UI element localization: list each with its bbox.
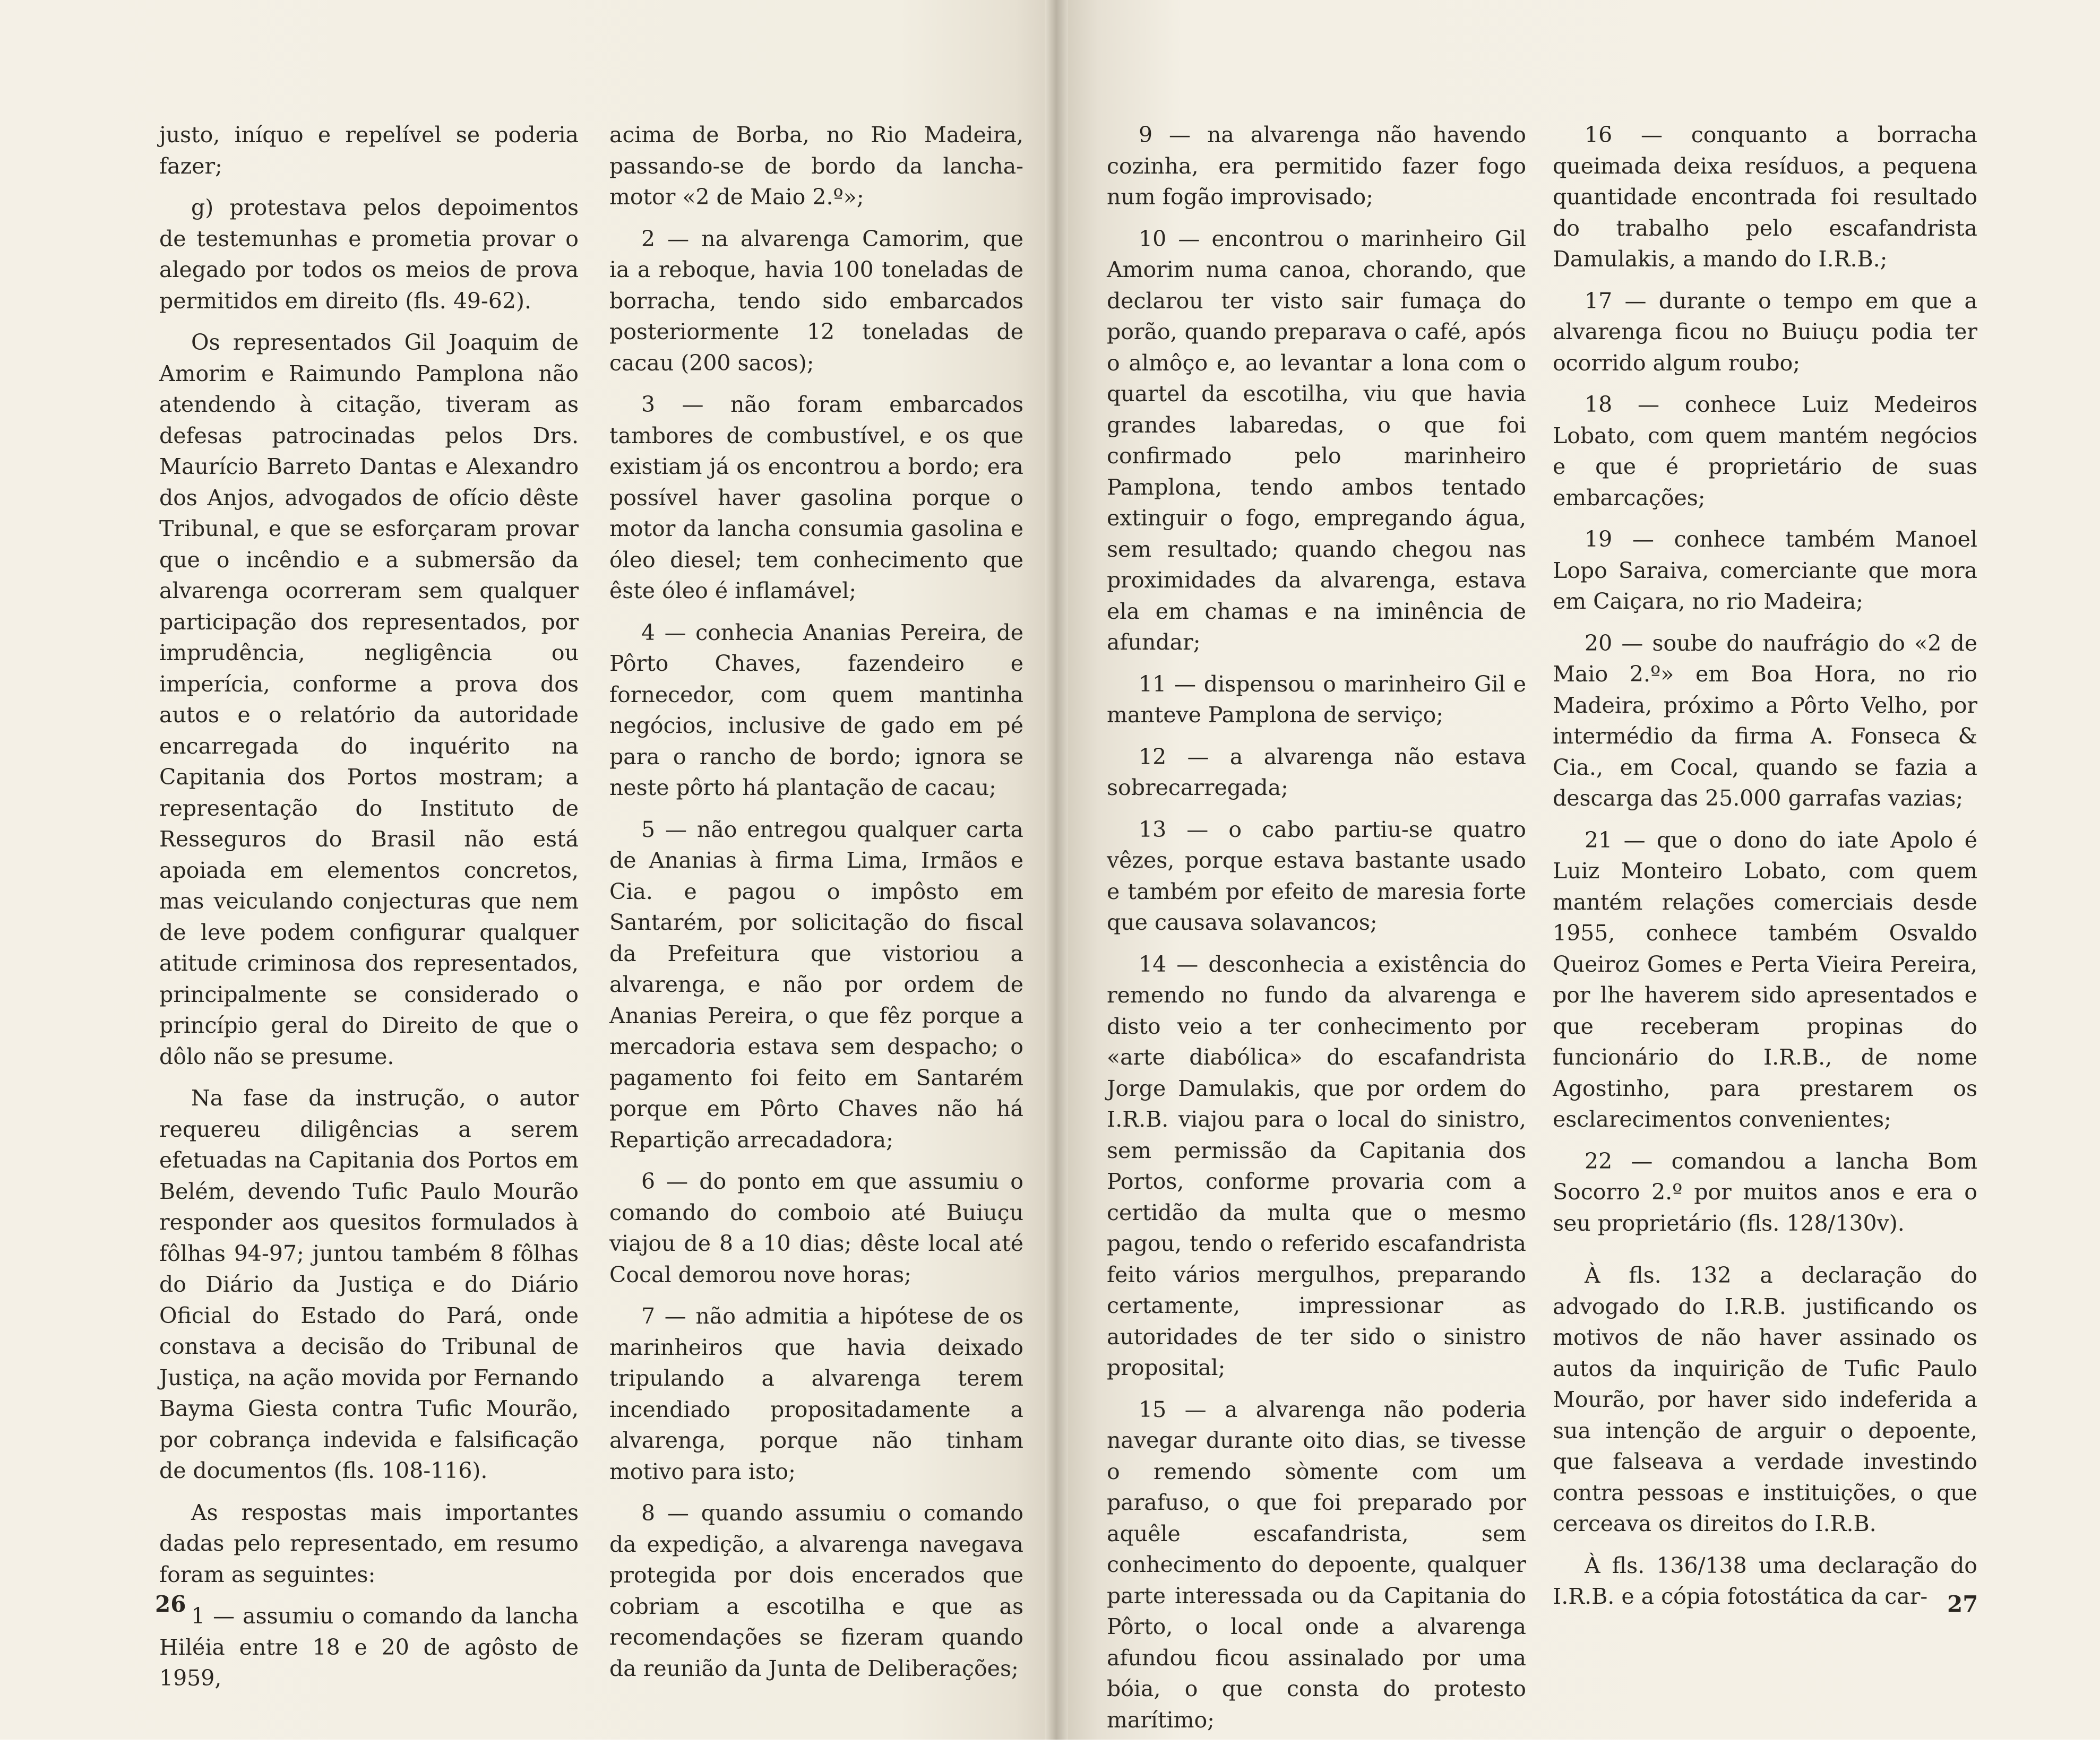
paragraph: 18 — conhece Luiz Medeiros Lobato, com quem mantém negócios e que é proprietário de suas embarcações; [1553, 392, 1977, 511]
paragraph: 19 — conhece também Manoel Lopo Saraiva, comerciante que mora em Caiçara, no rio Madeira; [1553, 526, 1977, 614]
paragraph: 17 — durante o tempo em que a alvarenga ficou no Buiuçu podia ter ocorrido algum roubo; [1553, 288, 1977, 376]
right-page-column-2 [1553, 119, 1977, 1623]
paragraph: Na fase da instrução, o autor requereu diligências a serem efetuadas na Capitania dos Portos em Belém, devendo Tufic Paulo Mourão responder aos quesitos formulados à fôlhas 94-97; juntou também 8 fôlhas do Diário da Justiça e do Diário Oficial do Estado do Pará, onde constava a decisão do Tribunal de Justiça, na ação movida por Fernando Bayma Giesta contra Tufic Mourão, por cobrança indevida e falsificação de documentos (fls. 108-116). [159, 1085, 579, 1483]
paragraph: 4 — conhecia Ananias Pereira, de Pôrto Chaves, fazendeiro e fornecedor, com quem mantinha negócios, inclusive de gado em pé para o rancho de bordo; ignora se neste pôrto há plantação de cacau; [609, 619, 1023, 800]
paragraph: 11 — dispensou o marinheiro Gil e manteve Pamplona de serviço; [1107, 671, 1526, 728]
paragraph: 22 — comandou a lancha Bom Socorro 2.º por muitos anos e era o seu proprietário (fls. 128/130v). [1553, 1148, 1977, 1236]
page-number-right: 27 [1947, 1591, 1978, 1617]
paragraph: 13 — o cabo partiu-se quatro vêzes, porque estava bastante usado e também por efeito de maresia forte que causava solavancos; [1107, 816, 1526, 935]
paragraph: justo, iníquo e repelível se poderia fazer; [159, 122, 579, 179]
paragraph: 1 — assumiu o comando da lancha Hiléia entre 18 e 20 de agôsto de 1959, [159, 1603, 579, 1691]
page-number-left: 26 [155, 1591, 186, 1617]
paragraph: As respostas mais importantes dadas pelo representado, em resumo foram as seguintes: [159, 1499, 579, 1587]
paragraph: 7 — não admitia a hipótese de os marinheiros que havia deixado tripulando a alvarenga terem incendiado propositadamente a alvarenga, porque não tinham motivo para isto; [609, 1303, 1023, 1484]
paragraph: Os representados Gil Joaquim de Amorim e Raimundo Pamplona não atendendo à citação, tiveram as defesas patrocinadas pelos Drs. Maurício Barreto Dantas e Alexandro dos Anjos, advogados de ofício dêste Tribunal, e que se esforçaram provar que o incêndio e a submersão da alvarenga ocorreram sem qualquer participação dos representados, por imprudência, negligência ou imperícia, conforme a prova dos autos e o relatório da autoridade encarregada do inquérito na Capitania dos Portos mostram; a representação do Instituto de Resseguros do Brasil não está apoiada em elementos concretos, mas veiculando conjecturas que nem de leve podem configurar qualquer atitude criminosa dos representados, principalmente se considerado o princípio geral do Direito de que o dôlo não se presume. [159, 330, 579, 1069]
paragraph: À fls. 132 a declaração do advogado do I.R.B. justificando os motivos de não haver assinado os autos da inquirição de Tufic Paulo Mourão, por haver sido indeferida a sua intenção de arguir o depoente, que falseava a verdade investindo contra pessoas e instituições, o que cerceava os direitos do I.R.B. [1553, 1263, 1977, 1536]
paragraph: g) protestava pelos depoimentos de testemunhas e prometia provar o alegado por todos os meios de prova permitidos em direito (fls. 49-62). [159, 195, 579, 314]
paragraph: 5 — não entregou qualquer carta de Ananias à firma Lima, Irmãos e Cia. e pagou o impôsto em Santarém, por solicitação do fiscal da Prefeitura que vistoriou a alvarenga, e não por ordem de Ananias Pereira, o que fêz porque a mercadoria estava sem despacho; o pagamento foi feito em Santarém porque em Pôrto Chaves não há Repartição arrecadadora; [609, 816, 1023, 1153]
paragraph: 16 — conquanto a borracha queimada deixa resíduos, a pequena quantidade encontrada foi resultado do trabalho pelo escafandrista Damulakis, a mando do I.R.B.; [1553, 122, 1977, 272]
book-gutter [1045, 0, 1068, 1740]
paragraph: 15 — a alvarenga não poderia navegar durante oito dias, se tivesse o remendo sòmente com um parafuso, o que foi preparado por aquêle escafandrista, sem conhecimento do depoente, qualquer parte interessada ou da Capitania do Pôrto, o local onde a alvarenga afundou ficou assinalado por uma bóia, o que consta do protesto marítimo; [1107, 1396, 1526, 1733]
paragraph: 9 — na alvarenga não havendo cozinha, era permitido fazer fogo num fogão improvisado; [1107, 122, 1526, 210]
paragraph: 6 — do ponto em que assumiu o comando do comboio até Buiuçu viajou de 8 a 10 dias; dêste local até Cocal demorou nove horas; [609, 1169, 1023, 1287]
paragraph: 10 — encontrou o marinheiro Gil Amorim numa canoa, chorando, que declarou ter visto sair fumaça do porão, quando preparava o café, após o almôço e, ao levantar a lona com o quartel da escotilha, viu que havia grandes labaredas, o que foi confirmado pelo marinheiro Pamplona, tendo ambos tentado extinguir o fogo, empregando água, sem resultado; quando chegou nas proximidades da alvarenga, estava ela em chamas e na iminência de afundar; [1107, 226, 1526, 655]
paragraph: 3 — não foram embarcados tambores de combustível, e os que existiam já os encontrou a bordo; era possível haver gasolina porque o motor da lancha consumia gasolina e óleo diesel; tem conhecimento que êste óleo é inflamável; [609, 392, 1023, 603]
left-page-column-2 [609, 119, 1023, 1695]
paragraph: 21 — que o dono do iate Apolo é Luiz Monteiro Lobato, com quem mantém relações comerciais desde 1955, conhece também Osvaldo Queiroz Gomes e Perta Vieira Pereira, por lhe haverem sido apresentados e que receberam propinas do funcionário do I.R.B., de nome Agostinho, para prestarem os esclarecimentos convenientes; [1553, 827, 1977, 1132]
paragraph: 14 — desconhecia a existência do remendo no fundo da alvarenga e disto veio a ter conhecimento por «arte diabólica» do escafandrista Jorge Damulakis, que por ordem do I.R.B. viajou para o local do sinistro, sem permissão da Capitania dos Portos, conforme provaria com a certidão da multa que o mesmo pagou, tendo o referido escafandrista feito vários mergulhos, preparando certamente, impressionar as autoridades de ter sido o sinistro proposital; [1107, 951, 1526, 1380]
paragraph: 2 — na alvarenga Camorim, que ia a reboque, havia 100 toneladas de borracha, tendo sido embarcados posteriormente 12 toneladas de cacau (200 sacos); [609, 226, 1023, 376]
paragraph: 12 — a alvarenga não estava sobrecarregada; [1107, 744, 1526, 800]
left-page-column-1 [159, 119, 579, 1705]
paragraph: 8 — quando assumiu o comando da expedição, a alvarenga navegava protegida por dois encerados que cobriam a escotilha e que as recomendações se fizeram quando da reunião da Junta de Deliberações; [609, 1500, 1023, 1681]
paragraph: acima de Borba, no Rio Madeira, passando-se de bordo da lancha-motor «2 de Maio 2.º»; [609, 122, 1023, 210]
right-page-column-1 [1107, 119, 1526, 1746]
paragraph: À fls. 136/138 uma declaração do I.R.B. e a cópia fotostática da car- [1553, 1552, 1977, 1609]
paragraph: 20 — soube do naufrágio do «2 de Maio 2.º» em Boa Hora, no rio Madeira, próximo a Pôrto Velho, por intermédio da firma A. Fonseca & Cia., em Cocal, quando se fazia a descarga das 25.000 garrafas vazias; [1553, 630, 1977, 811]
